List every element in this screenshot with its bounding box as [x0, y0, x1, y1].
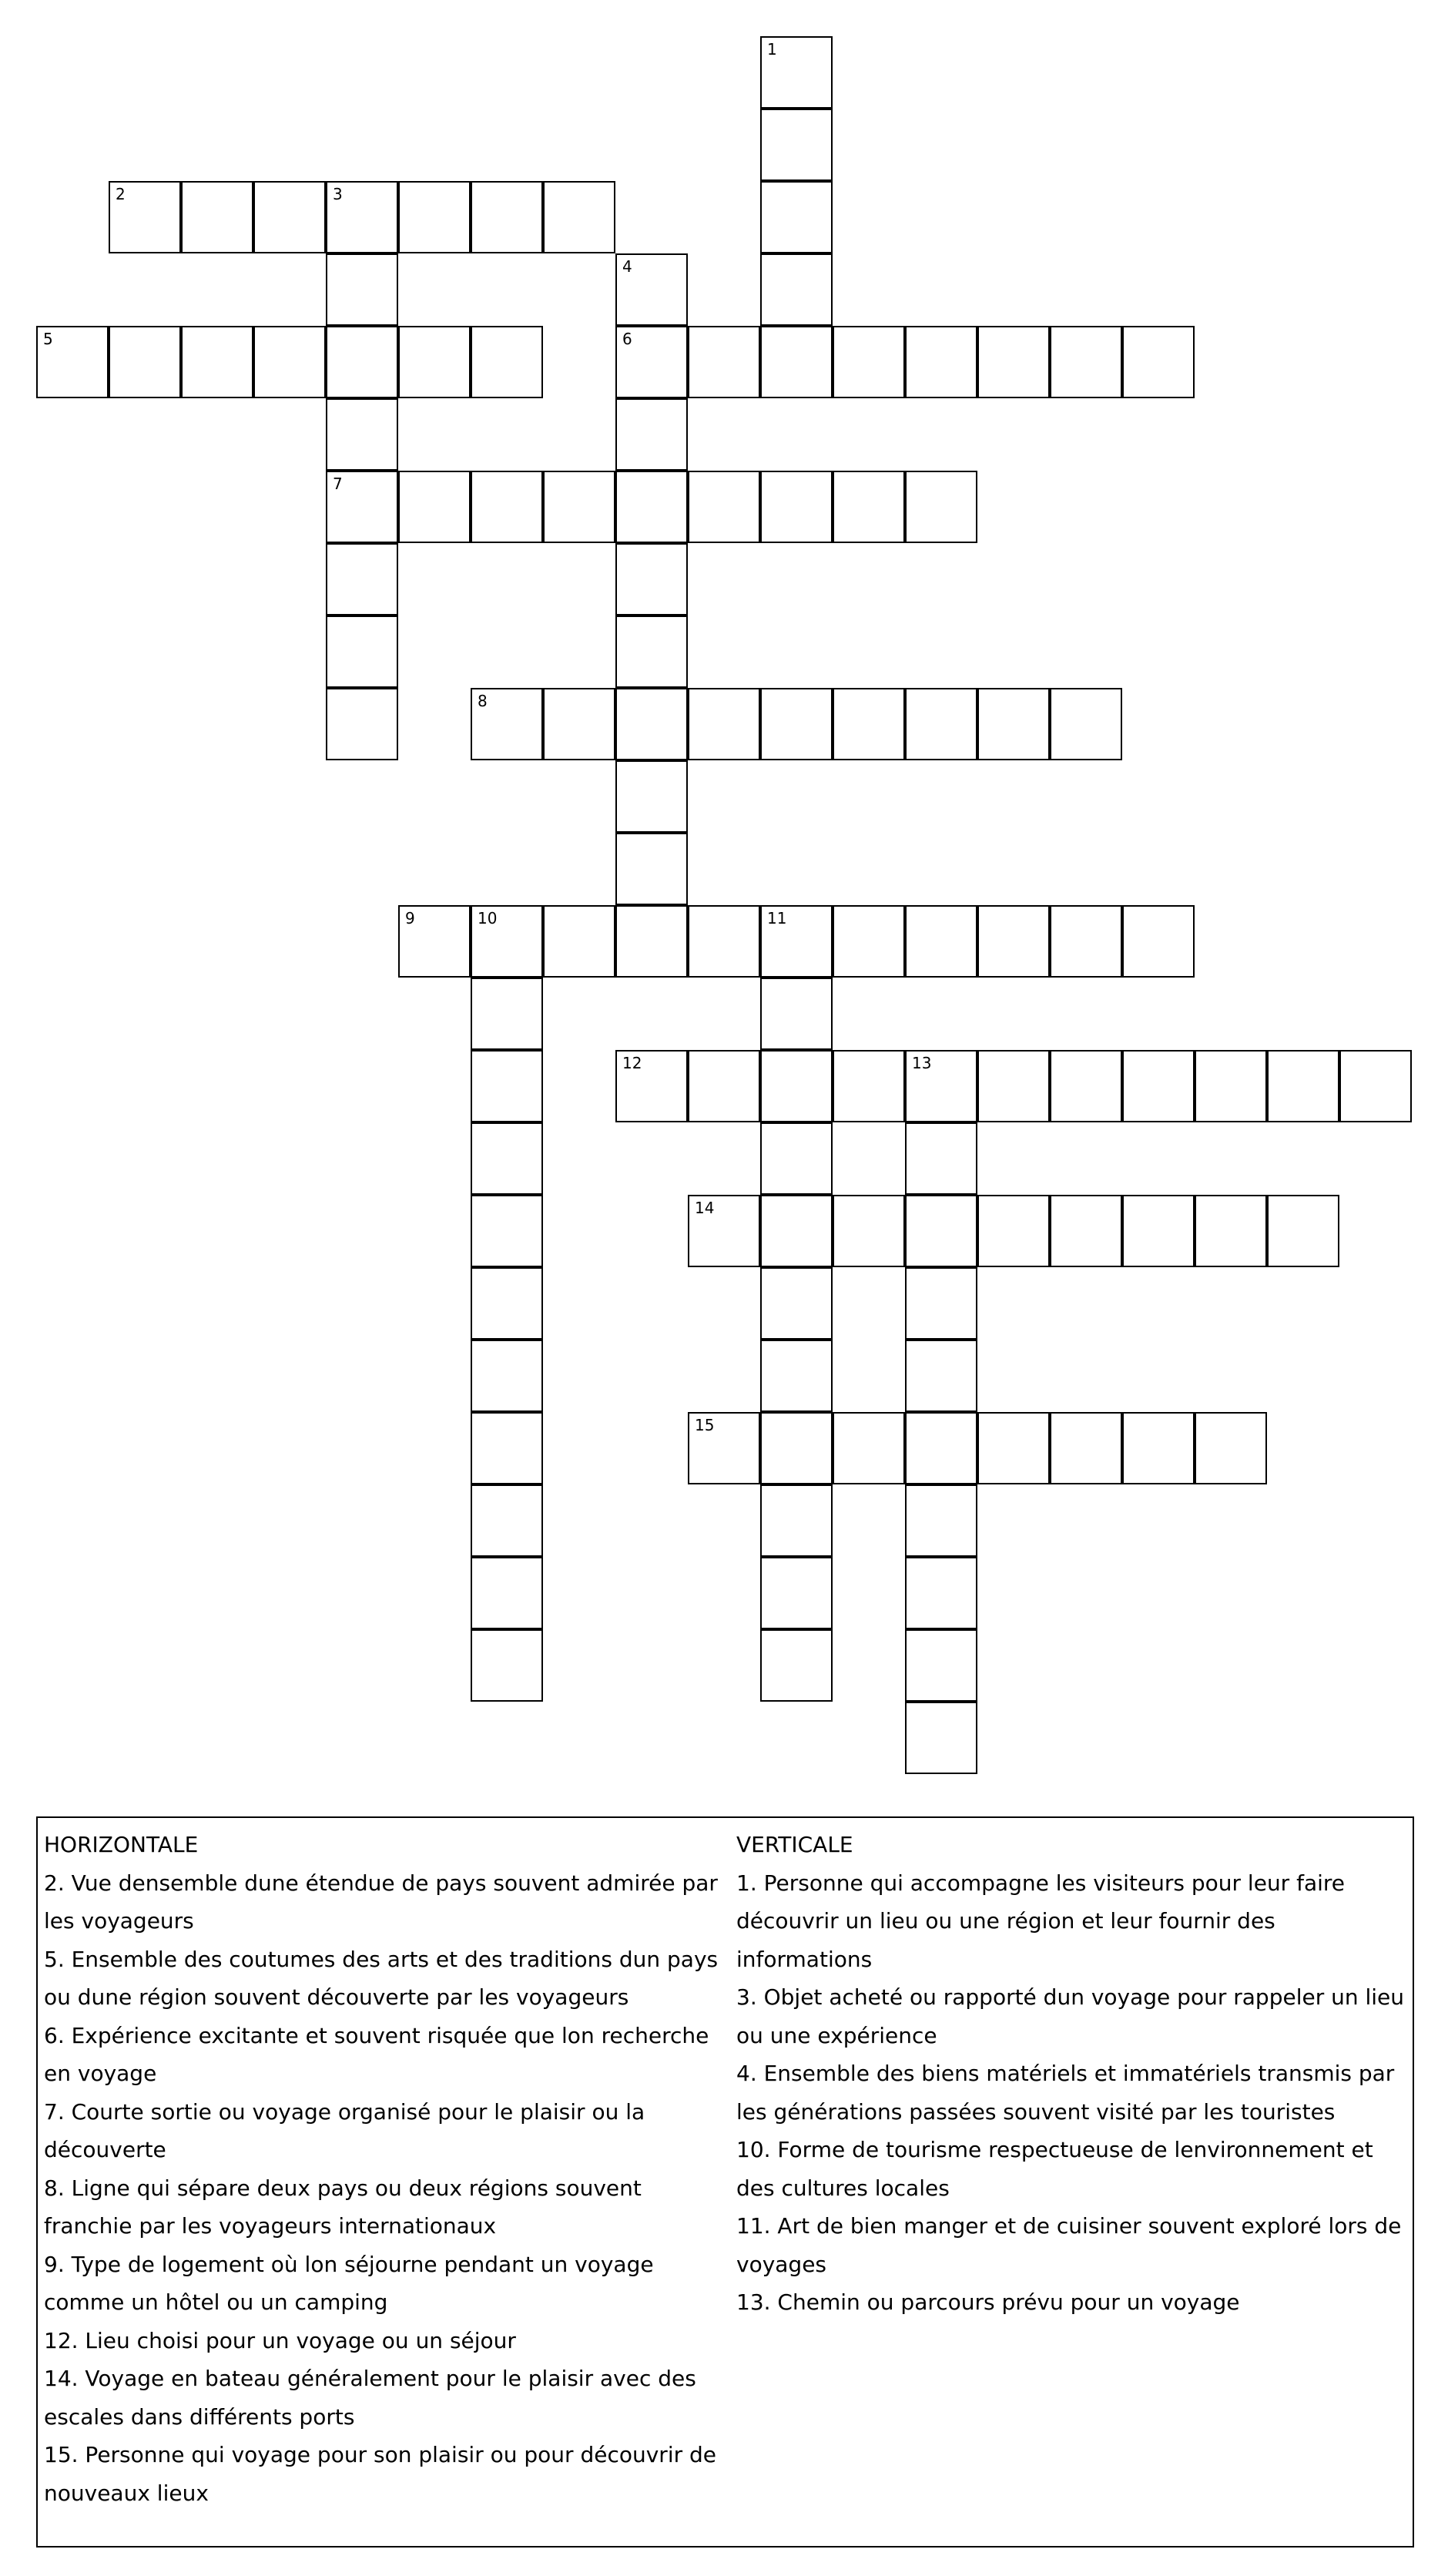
grid-cell[interactable] — [615, 615, 688, 688]
grid-cell[interactable] — [471, 978, 543, 1050]
grid-cell[interactable] — [471, 688, 543, 760]
clue-number: 12 — [622, 1054, 642, 1072]
grid-cell[interactable] — [760, 688, 833, 760]
grid-cell[interactable] — [905, 1484, 977, 1557]
down-clue: 1. Personne qui accompagne les visiteurs pour leur faire découvrir un lieu ou une région et leur fournir des informations — [736, 1870, 1346, 1972]
grid-cell[interactable] — [1195, 1412, 1267, 1484]
grid-cell[interactable] — [905, 1050, 977, 1122]
grid-cell[interactable] — [1267, 1195, 1339, 1267]
across-clue: 7. Courte sortie ou voyage organisé pour le plaisir ou la découverte — [44, 2098, 645, 2162]
grid-cell[interactable] — [688, 1195, 760, 1267]
grid-cell[interactable] — [977, 688, 1050, 760]
grid-cell[interactable] — [1267, 1050, 1339, 1122]
clue-number: 14 — [695, 1199, 715, 1217]
down-heading: VERTICALE — [736, 1832, 853, 1857]
clue-number: 15 — [695, 1416, 715, 1434]
grid-cell[interactable] — [181, 326, 253, 398]
grid-cell[interactable] — [615, 253, 688, 326]
grid-cell[interactable] — [471, 1122, 543, 1195]
grid-cell[interactable] — [1050, 1050, 1122, 1122]
across-clue: 14. Voyage en bateau généralement pour le plaisir avec des escales dans différents ports — [44, 2366, 696, 2430]
grid-cell[interactable] — [905, 1702, 977, 1774]
grid-cell[interactable] — [1122, 1412, 1195, 1484]
grid-cell[interactable] — [905, 471, 977, 543]
across-clue: 8. Ligne qui sépare deux pays ou deux régions souvent franchie par les voyageurs internationaux — [44, 2175, 642, 2239]
grid-cell[interactable] — [760, 326, 833, 398]
down-clue: 4. Ensemble des biens matériels et immatériels transmis par les générations passées souvent visité par les touristes — [736, 2061, 1395, 2125]
grid-cell[interactable] — [109, 181, 181, 253]
grid-cell[interactable] — [543, 181, 615, 253]
down-clue: 3. Objet acheté ou rapporté dun voyage pour rappeler un lieu ou une expérience — [736, 1984, 1405, 2048]
grid-cell[interactable] — [760, 1412, 833, 1484]
grid-cell[interactable] — [905, 1267, 977, 1340]
grid-cell[interactable] — [615, 326, 688, 398]
grid-cell[interactable] — [760, 1629, 833, 1702]
grid-cell[interactable] — [398, 905, 471, 978]
clue-number: 7 — [333, 475, 343, 493]
grid-cell[interactable] — [471, 905, 543, 978]
grid-cell[interactable] — [760, 1050, 833, 1122]
grid-cell[interactable] — [905, 1122, 977, 1195]
grid-cell[interactable] — [905, 1412, 977, 1484]
grid-cell[interactable] — [760, 978, 833, 1050]
grid-cell[interactable] — [543, 688, 615, 760]
grid-cell[interactable] — [398, 326, 471, 398]
grid-cell[interactable] — [760, 1195, 833, 1267]
grid-cell[interactable] — [760, 253, 833, 326]
across-clue: 15. Personne qui voyage pour son plaisir ou pour découvrir de nouveaux lieux — [44, 2442, 717, 2506]
grid-cell[interactable] — [688, 1050, 760, 1122]
grid-cell[interactable] — [326, 398, 398, 471]
grid-cell[interactable] — [1339, 1050, 1412, 1122]
grid-cell[interactable] — [760, 1484, 833, 1557]
grid-cell[interactable] — [398, 181, 471, 253]
down-clue: 13. Chemin ou parcours prévu pour un voyage — [736, 2289, 1240, 2315]
clue-number: 10 — [478, 909, 498, 927]
grid-cell[interactable] — [833, 1050, 905, 1122]
grid-cell[interactable] — [471, 1195, 543, 1267]
grid-cell[interactable] — [977, 1050, 1050, 1122]
grid-cell[interactable] — [1195, 1195, 1267, 1267]
grid-cell[interactable] — [905, 1340, 977, 1412]
across-clue: 12. Lieu choisi pour un voyage ou un séjour — [44, 2327, 516, 2353]
grid-cell[interactable] — [833, 471, 905, 543]
grid-cell[interactable] — [833, 1412, 905, 1484]
grid-cell[interactable] — [1122, 905, 1195, 978]
clue-number: 3 — [333, 185, 343, 203]
across-heading: HORIZONTALE — [44, 1832, 199, 1857]
grid-cell[interactable] — [688, 905, 760, 978]
grid-cell[interactable] — [833, 905, 905, 978]
grid-cell[interactable] — [326, 615, 398, 688]
grid-cell[interactable] — [905, 905, 977, 978]
grid-cell[interactable] — [326, 181, 398, 253]
grid-cell[interactable] — [760, 1267, 833, 1340]
clue-number: 6 — [622, 330, 632, 348]
down-clue: 11. Art de bien manger et de cuisiner souvent exploré lors de voyages — [736, 2213, 1402, 2277]
grid-cell[interactable] — [471, 1484, 543, 1557]
grid-cell[interactable] — [543, 471, 615, 543]
grid-cell[interactable] — [905, 1557, 977, 1629]
grid-cell[interactable] — [615, 543, 688, 615]
grid-cell[interactable] — [543, 905, 615, 978]
clue-number: 9 — [405, 909, 415, 927]
grid-cell[interactable] — [253, 181, 326, 253]
grid-cell[interactable] — [326, 253, 398, 326]
grid-cell[interactable] — [833, 1195, 905, 1267]
grid-cell[interactable] — [615, 688, 688, 760]
grid-cell[interactable] — [688, 326, 760, 398]
grid-cell[interactable] — [760, 1122, 833, 1195]
grid-cell[interactable] — [760, 1557, 833, 1629]
grid-cell[interactable] — [1050, 326, 1122, 398]
grid-cell[interactable] — [471, 326, 543, 398]
across-clue: 6. Expérience excitante et souvent risquée que lon recherche en voyage — [44, 2022, 709, 2086]
grid-cell[interactable] — [760, 905, 833, 978]
grid-cell[interactable] — [977, 1195, 1050, 1267]
grid-cell[interactable] — [471, 1267, 543, 1340]
grid-cell[interactable] — [1050, 1195, 1122, 1267]
grid-cell[interactable] — [977, 1412, 1050, 1484]
grid-cell[interactable] — [615, 1050, 688, 1122]
clues-box — [36, 1816, 1414, 2547]
grid-cell[interactable] — [181, 181, 253, 253]
grid-cell[interactable] — [326, 688, 398, 760]
grid-cell[interactable] — [688, 688, 760, 760]
grid-cell[interactable] — [326, 471, 398, 543]
grid-cell[interactable] — [760, 471, 833, 543]
grid-cell[interactable] — [615, 471, 688, 543]
grid-cell[interactable] — [1122, 1195, 1195, 1267]
grid-cell[interactable] — [471, 1412, 543, 1484]
across-clue: 2. Vue densemble dune étendue de pays souvent admirée par les voyageurs — [44, 1870, 718, 1934]
grid-cell[interactable] — [760, 181, 833, 253]
grid-cell[interactable] — [326, 543, 398, 615]
clue-number: 8 — [478, 692, 488, 710]
grid-cell[interactable] — [36, 326, 109, 398]
down-clues — [736, 1826, 1406, 2322]
grid-cell[interactable] — [471, 1050, 543, 1122]
grid-cell[interactable] — [905, 1195, 977, 1267]
grid-cell[interactable] — [326, 326, 398, 398]
grid-cell[interactable] — [253, 326, 326, 398]
grid-cell[interactable] — [398, 471, 471, 543]
grid-cell[interactable] — [615, 760, 688, 833]
grid-cell[interactable] — [905, 1629, 977, 1702]
grid-cell[interactable] — [615, 833, 688, 905]
down-clue: 10. Forme de tourisme respectueuse de lenvironnement et des cultures locales — [736, 2137, 1373, 2201]
grid-cell[interactable] — [977, 905, 1050, 978]
grid-cell[interactable] — [615, 905, 688, 978]
grid-cell[interactable] — [833, 688, 905, 760]
grid-cell[interactable] — [1050, 905, 1122, 978]
grid-cell[interactable] — [1122, 1050, 1195, 1122]
across-clue: 9. Type de logement où lon séjourne pendant un voyage comme un hôtel ou un camping — [44, 2251, 654, 2315]
grid-cell[interactable] — [1122, 326, 1195, 398]
grid-cell[interactable] — [109, 326, 181, 398]
grid-cell[interactable] — [905, 688, 977, 760]
grid-cell[interactable] — [760, 36, 833, 109]
grid-cell[interactable] — [760, 109, 833, 181]
clue-number: 11 — [767, 909, 787, 927]
across-clues — [44, 1826, 729, 2512]
grid-cell[interactable] — [688, 1412, 760, 1484]
grid-cell[interactable] — [1050, 1412, 1122, 1484]
across-clue: 5. Ensemble des coutumes des arts et des traditions dun pays ou dune région souvent découverte par les voyageurs — [44, 1946, 719, 2010]
grid-cell[interactable] — [471, 1557, 543, 1629]
grid-cell[interactable] — [471, 181, 543, 253]
grid-cell[interactable] — [471, 1340, 543, 1412]
grid-cell[interactable] — [833, 326, 905, 398]
grid-cell[interactable] — [760, 1340, 833, 1412]
clue-number: 5 — [43, 330, 53, 348]
clue-number: 1 — [767, 40, 777, 59]
clue-number: 4 — [622, 257, 632, 276]
grid-cell[interactable] — [977, 326, 1050, 398]
grid-cell[interactable] — [471, 1629, 543, 1702]
grid-cell[interactable] — [615, 398, 688, 471]
grid-cell[interactable] — [1195, 1050, 1267, 1122]
grid-cell[interactable] — [471, 471, 543, 543]
grid-cell[interactable] — [1050, 688, 1122, 760]
clue-number: 13 — [912, 1054, 932, 1072]
grid-cell[interactable] — [688, 471, 760, 543]
clue-number: 2 — [116, 185, 126, 203]
grid-cell[interactable] — [905, 326, 977, 398]
